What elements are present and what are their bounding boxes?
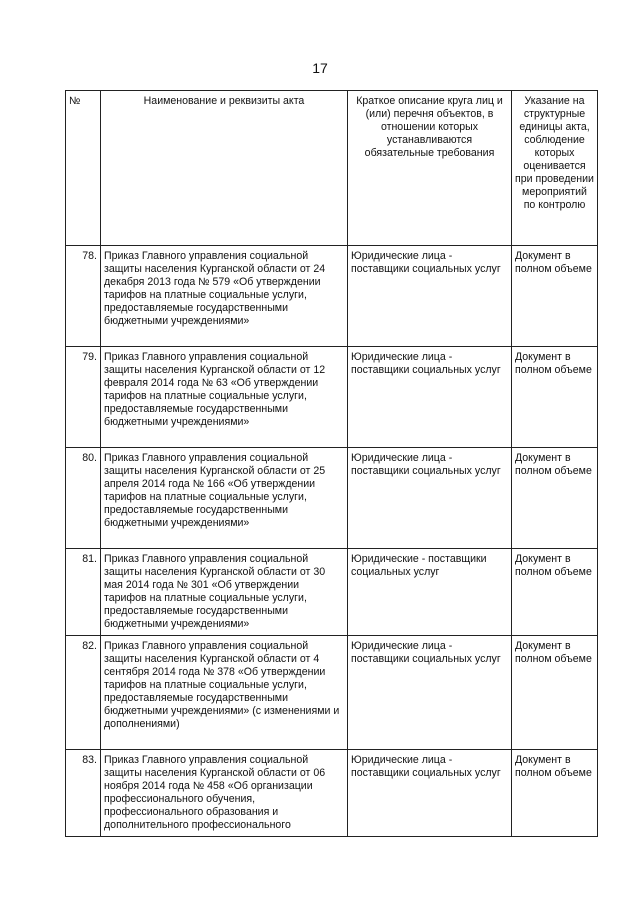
row-number: 78. (66, 246, 101, 347)
row-structural-units: Документ в полном объеме (512, 448, 598, 549)
page-number: 17 (312, 60, 328, 76)
row-act-name: Приказ Главного управления социальной защиты населения Курганской области от 24 декабря 2013 года № 579 «Об утверждении тарифов на платные социальные услуги, предоставляемые государственными бюджетными учреждениями» (101, 246, 348, 347)
table-row (66, 750, 598, 837)
row-description: Юридические лица - поставщики социальных услуг (348, 448, 512, 549)
row-act-name: Приказ Главного управления социальной защиты населения Курганской области от 06 ноября 2014 года № 458 «Об организации профессионального обучения, профессионального образования и дополнительного профессионального (101, 750, 348, 837)
table-row (66, 636, 598, 750)
table-row (66, 448, 598, 549)
row-act-name: Приказ Главного управления социальной защиты населения Курганской области от 4 сентября 2014 года № 378 «Об утверждении тарифов на платные социальные услуги, предоставляемые государственными бюджетными учреждениями» (с изменениями и дополнениями) (101, 636, 348, 750)
row-structural-units: Документ в полном объеме (512, 246, 598, 347)
row-description: Юридические - поставщики социальных услуг (348, 549, 512, 636)
row-structural-units: Документ в полном объеме (512, 750, 598, 837)
row-description: Юридические лица - поставщики социальных услуг (348, 636, 512, 750)
row-act-name: Приказ Главного управления социальной защиты населения Курганской области от 30 мая 2014 года № 301 «Об утверждении тарифов на платные социальные услуги, предоставляемые государственными бюджетными учреждениями» (101, 549, 348, 636)
row-description: Юридические лица - поставщики социальных услуг (348, 246, 512, 347)
row-act-name: Приказ Главного управления социальной защиты населения Курганской области от 12 февраля 2014 года № 63 «Об утверждении тарифов на платные социальные услуги, предоставляемые государственными бюджетными учреждениями» (101, 347, 348, 448)
table-row (66, 549, 598, 636)
table-row (66, 347, 598, 448)
row-structural-units: Документ в полном объеме (512, 549, 598, 636)
row-number: 80. (66, 448, 101, 549)
row-structural-units: Документ в полном объеме (512, 636, 598, 750)
header-number: № (66, 91, 101, 246)
acts-table (65, 90, 598, 837)
row-number: 82. (66, 636, 101, 750)
table-header-row (66, 91, 598, 246)
row-number: 83. (66, 750, 101, 837)
row-description: Юридические лица - поставщики социальных услуг (348, 347, 512, 448)
header-description: Краткое описание круга лиц и (или) перечня объектов, в отношении которых устанавливаются обязательные требования (348, 91, 512, 246)
row-description: Юридические лица - поставщики социальных услуг (348, 750, 512, 837)
table-row (66, 246, 598, 347)
header-structural-units: Указание на структурные единицы акта, соблюдение которых оценивается при проведении мероприятий по контролю (512, 91, 598, 246)
row-number: 79. (66, 347, 101, 448)
header-act-name: Наименование и реквизиты акта (101, 91, 348, 246)
row-act-name: Приказ Главного управления социальной защиты населения Курганской области от 25 апреля 2014 года № 166 «Об утверждении тарифов на платные социальные услуги, предоставляемые государственными бюджетными учреждениями» (101, 448, 348, 549)
row-number: 81. (66, 549, 101, 636)
row-structural-units: Документ в полном объеме (512, 347, 598, 448)
